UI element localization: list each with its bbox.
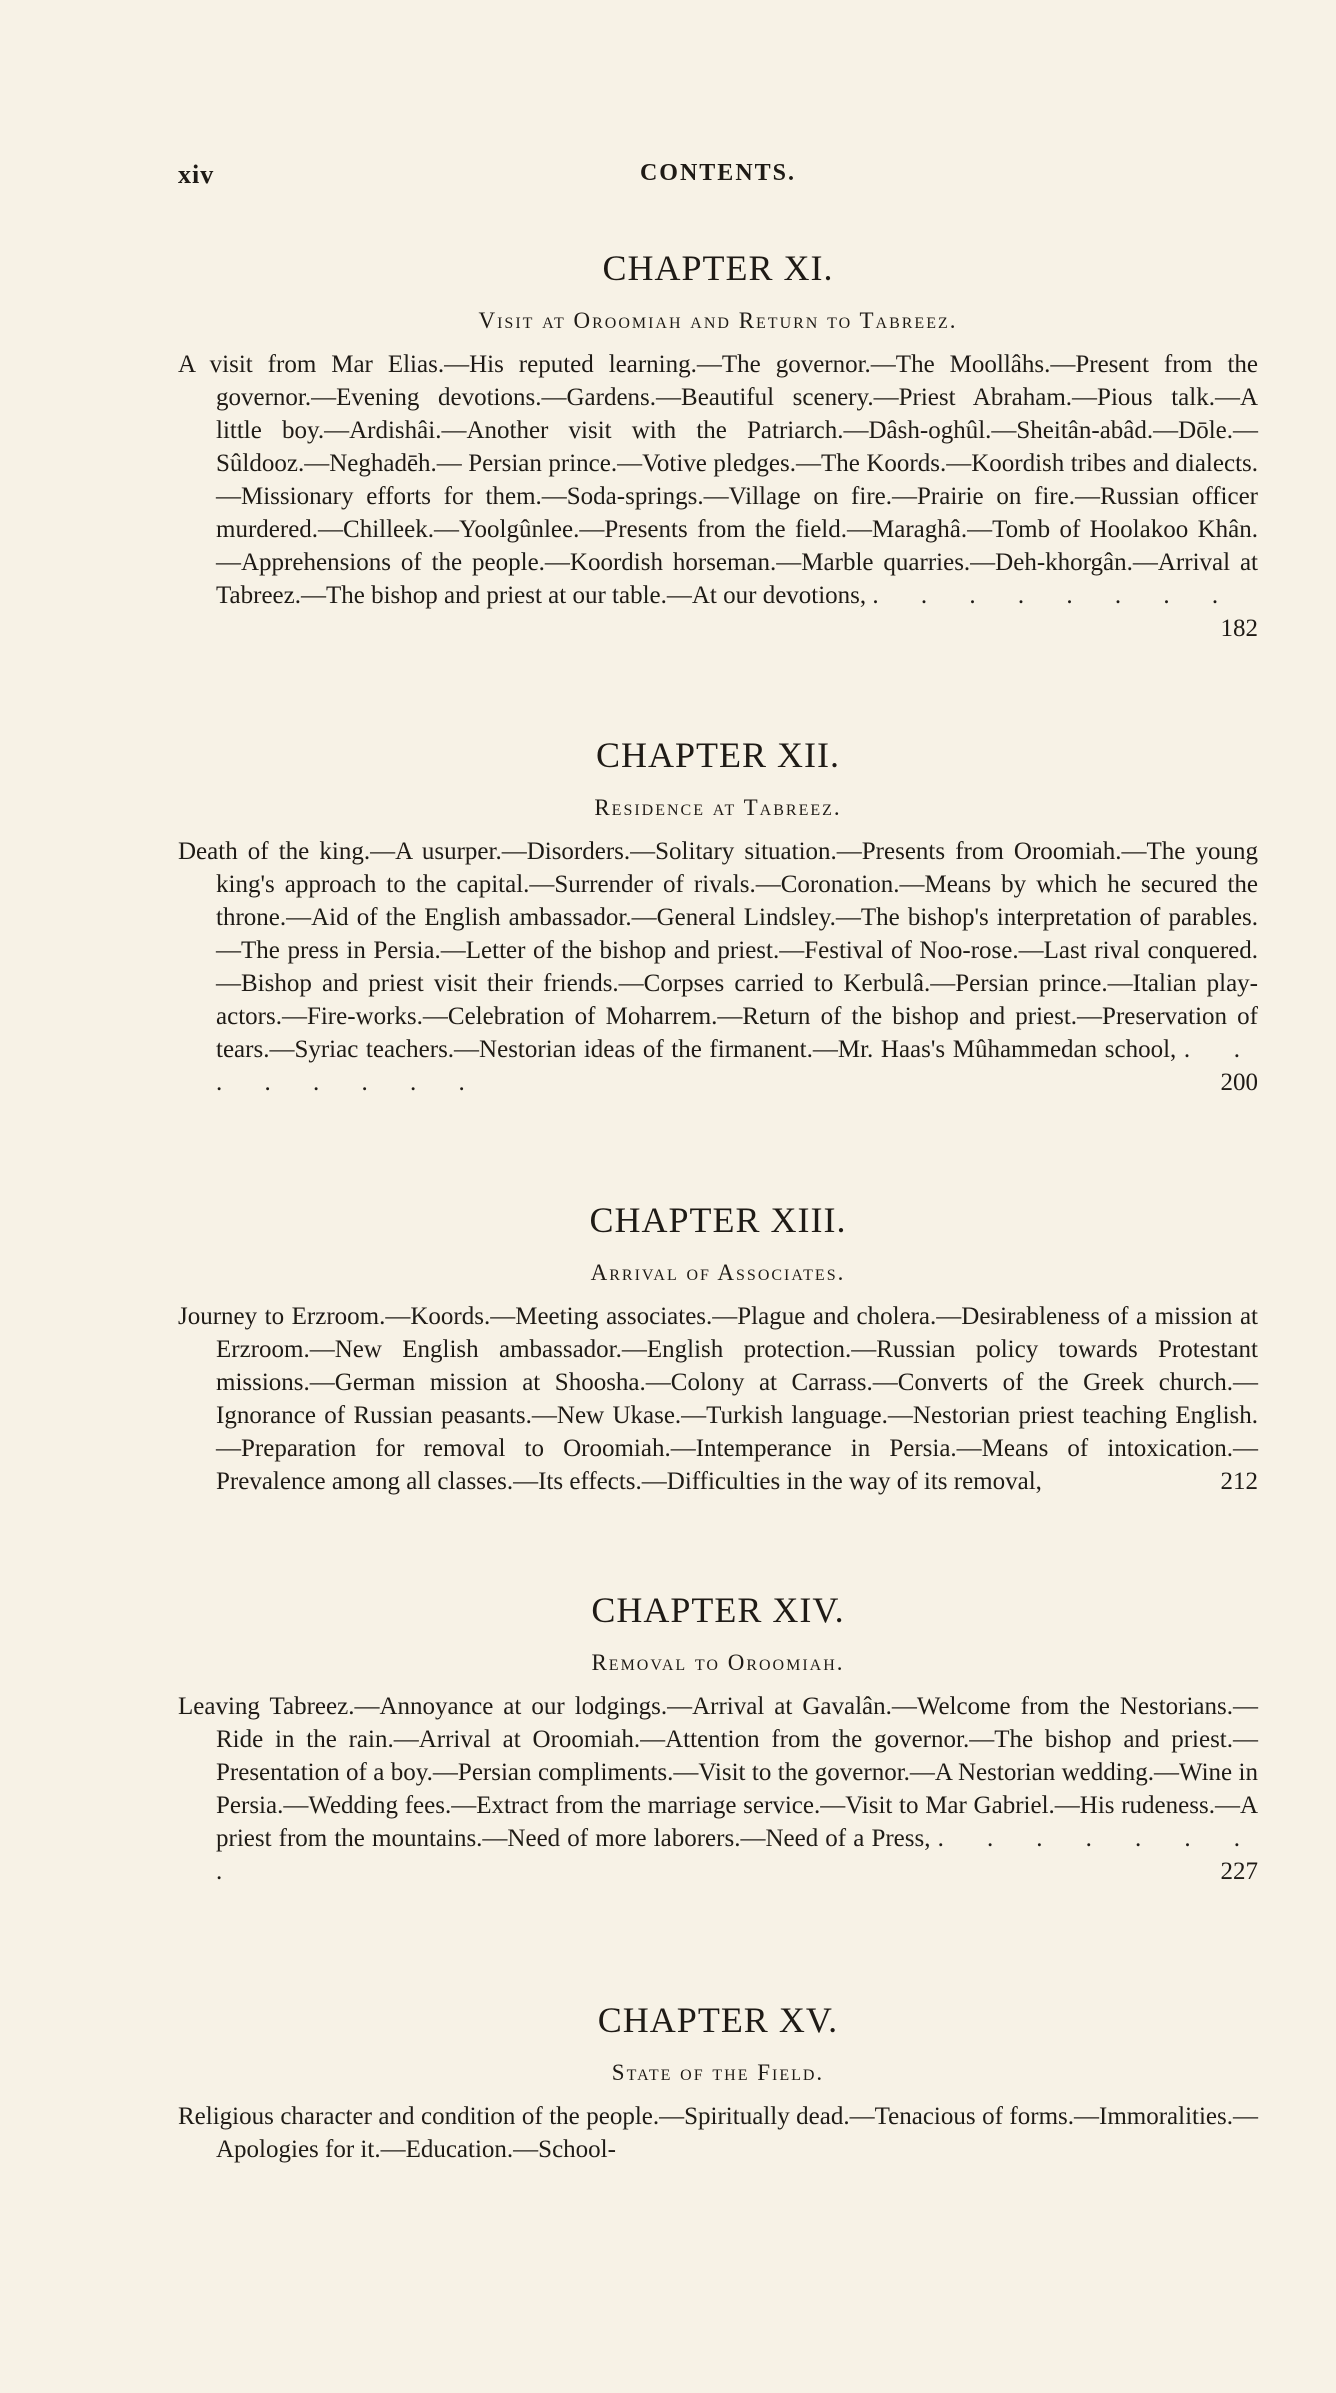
chapter-title: CHAPTER XIV. <box>591 1590 845 1630</box>
running-head <box>178 160 1258 200</box>
page-reference: 227 <box>1220 1858 1258 1885</box>
leader-dots: . . . . . . . . <box>216 1036 1259 1096</box>
chapter-xv <box>178 2000 1258 2166</box>
summary-text: A visit from Mar Elias.—His reputed learning.—The governor.—The Moollâhs.—Present from the governor.—Evening devotions.—Gardens.—Beautiful scenery.—Priest Abraham.—Pious talk.—A little boy.—Ardishâi.—Another visit with the Patriarch.—Dâsh-oghûl.—Sheitân-abâd.—Dōle.—Sûldooz.—Neghadēh.— Persian prince.—Votive pledges.—The Koords.—Koordish tribes and dialects.—Missionary efforts for them.—Soda-springs.—Village on fire.—Prairie on fire.—Russian officer murdered.—Chilleek.—Yoolgûnlee.—Presents from the field.—Maraghâ.—Tomb of Hoolakoo Khân.—Apprehensions of the people.—Koordish horseman.—Marble quarries.—Deh-khorgân.—Arrival at Tabreez.—The bishop and priest at our table.—At our devotions, <box>178 351 1258 609</box>
chapter-title: CHAPTER XI. <box>602 248 834 288</box>
leader-dots: . . . . . . . . <box>872 582 1237 609</box>
chapter-title: CHAPTER XIII. <box>589 1200 847 1240</box>
running-title: CONTENTS. <box>639 160 797 186</box>
chapter-xiv <box>178 1590 1258 1888</box>
chapter-subtitle: Residence at Tabreez. <box>594 795 842 820</box>
chapter-summary <box>178 1690 1258 1888</box>
chapter-xi <box>178 248 1258 645</box>
page-number: xiv <box>178 160 215 189</box>
chapter-subtitle: State of the Field. <box>611 2060 825 2085</box>
chapter-summary <box>178 348 1258 642</box>
summary-text: Leaving Tabreez.—Annoyance at our lodgings.—Arrival at Gavalân.—Welcome from the Nestorians.—Ride in the rain.—Arrival at Oroomiah.—Attention from the governor.—The bishop and priest.—Presentation of a boy.—Persian compliments.—Visit to the governor.—A Nestorian wedding.—Wine in Persia.—Wedding fees.—Extract from the marriage service.—Visit to Mar Gabriel.—His rudeness.—A priest from the mountains.—Need of more laborers.—Need of a Press, <box>178 1693 1258 1852</box>
chapter-title: CHAPTER XII. <box>596 735 840 775</box>
chapter-title: CHAPTER XV. <box>597 2000 839 2040</box>
leader-dots: . . . . . . . . <box>216 1825 1258 1885</box>
chapter-xiii <box>178 1200 1258 1498</box>
chapter-subtitle: Removal to Oroomiah. <box>591 1650 845 1675</box>
summary-text: Journey to Erzroom.—Koords.—Meeting associates.—Plague and cholera.—Desirableness of a mission at Erzroom.—New English ambassador.—English protection.—Russian policy towards Protestant missions.—German mission at Shoosha.—Colony at Carrass.—Converts of the Greek church.—Ignorance of Russian peasants.—New Ukase.—Turkish language.—Nestorian priest teaching English.—Preparation for removal to Oroomiah.—Intemperance in Persia.—Means of intoxication.—Prevalence among all classes.—Its effects.—Difficulties in the way of its removal, <box>178 1303 1258 1495</box>
page-reference: 212 <box>1220 1468 1258 1495</box>
page-reference: 182 <box>1220 615 1258 642</box>
chapter-summary <box>178 835 1258 1099</box>
chapter-subtitle: Visit at Oroomiah and Return to Tabreez. <box>478 308 958 333</box>
chapter-subtitle: Arrival of Associates. <box>590 1260 846 1285</box>
summary-text: Death of the king.—A usurper.—Disorders.—Solitary situation.—Presents from Oroomiah.—The young king's approach to the capital.—Surrender of rivals.—Coronation.—Means by which he secured the throne.—Aid of the English ambassador.—General Lindsley.—The bishop's interpretation of parables.—The press in Persia.—Letter of the bishop and priest.—Festival of Noo-rose.—Last rival conquered.—Bishop and priest visit their friends.—Corpses carried to Kerbulâ.—Persian prince.—Italian play-actors.—Fire-works.—Celebration of Moharrem.—Return of the bishop and priest.—Preservation of tears.—Syriac teachers.—Nestorian ideas of the firmanent.—Mr. Haas's Mûhammedan school, <box>178 838 1258 1063</box>
chapter-summary <box>178 1300 1258 1498</box>
chapter-xii <box>178 735 1258 1099</box>
summary-text: Religious character and condition of the people.—Spiritually dead.—Tenacious of forms.—Immoralities.—Apologies for it.—Education.—School- <box>178 2103 1258 2163</box>
page-reference: 200 <box>1220 1069 1258 1096</box>
chapter-summary <box>178 2100 1258 2166</box>
